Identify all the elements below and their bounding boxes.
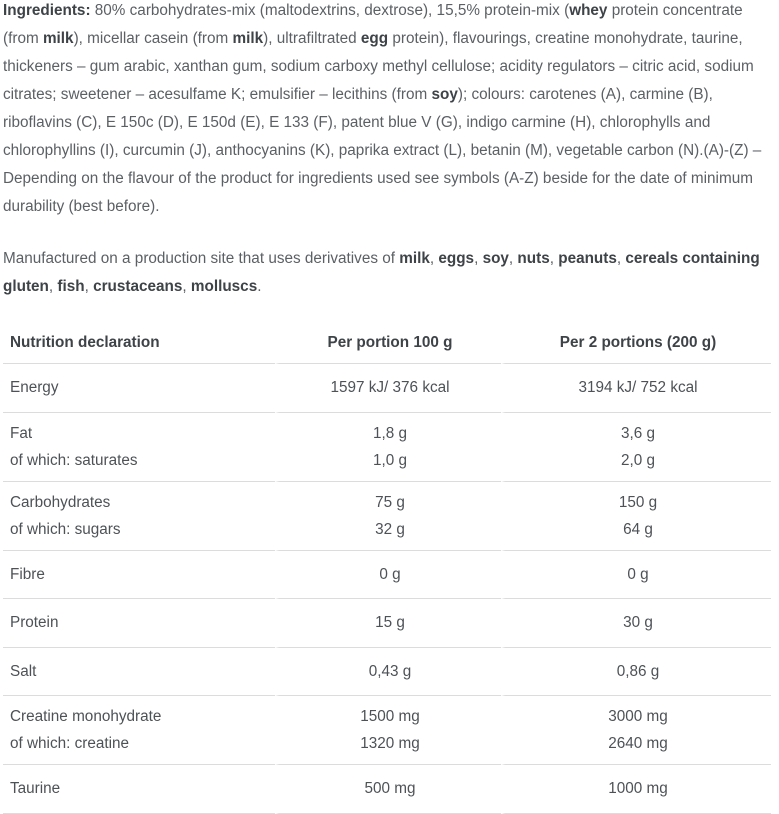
nutrient-name-cell [3,765,275,814]
cell-line: 150 g [618,493,658,511]
cell-line: of which: creatine [10,735,130,752]
per-portion-cell [275,364,501,413]
text-run: , [429,250,439,267]
cell-line: 3194 kJ/ 752 kcal [578,379,698,396]
per-2-portions-cell [501,648,771,697]
text-run: , [616,250,626,267]
bold-text: crustaceans [93,278,183,295]
nutrient-name-cell [3,551,275,600]
table-row [3,364,771,413]
cell-line: 32 g [375,520,405,538]
per-2-portions-cell [501,765,771,814]
nutrition-header-row [3,323,771,364]
cell-line: 3000 mg [608,708,668,725]
text-run: , [48,278,58,295]
cell-line: of which: saturates [10,451,138,469]
cell-line: Creatine monohydrate [10,708,162,725]
bold-text: eggs [438,250,475,267]
table-row [3,696,771,765]
bold-text: Ingredients: [3,2,91,19]
cell-line: Protein [10,614,59,631]
cell-line: 0,86 g [616,662,660,680]
bold-text: cereals containing gluten [3,250,760,295]
table-row [3,413,771,482]
per-2-portions-cell [501,364,771,413]
cell-line: Taurine [10,780,61,797]
bold-text: whey [569,2,608,19]
bold-text: nuts [517,250,550,267]
text-run: , [474,250,483,267]
per-2-portions-cell [501,551,771,600]
cell-line: 1000 mg [608,780,668,797]
nutrient-name-cell [3,599,275,648]
per-portion-cell [275,648,501,697]
cell-line: 500 mg [364,780,416,797]
text-run: , [84,278,94,295]
cell-line: 2,0 g [620,451,656,469]
cell-line: 15 g [375,614,405,631]
nutrient-name-cell [3,413,275,482]
header-nutrition-declaration: Nutrition declaration [3,323,275,364]
bold-text: soy [482,250,509,267]
ingredients-paragraph [3,0,776,221]
cell-line: 0 g [627,565,649,583]
text-run: ), ultrafiltrated [263,30,361,47]
per-portion-cell [275,413,501,482]
text-run: ), micellar casein (from [73,30,233,47]
per-2-portions-cell [501,413,771,482]
table-row [3,482,771,551]
per-portion-cell [275,765,501,814]
table-row [3,551,771,600]
bold-text: milk [232,30,264,47]
cell-line: Energy [10,379,59,396]
cell-line: Fibre [10,565,45,583]
cell-line: 1320 mg [360,735,420,752]
nutrition-table [3,323,771,814]
text-run: , [182,278,191,295]
text-run: protein concentrate (from [3,2,743,47]
bold-text: milk [399,250,430,267]
text-run: protein), flavourings, creatine monohydrate, taurine, thickeners – gum arabic, xanthan gum, sodium carboxy methyl cellulose; acidity regulators – citric acid, sodium citrates; sweetener – acesulfame K; emulsifier – lecithins (from [3,30,754,103]
table-row [3,648,771,697]
per-portion-cell [275,551,501,600]
cell-line: 0 g [379,565,401,583]
per-portion-cell [275,599,501,648]
cell-line: 1,0 g [372,451,408,469]
cell-line: Fat [10,424,33,442]
text-run: , [549,250,559,267]
per-portion-cell [275,696,501,765]
cell-line: Salt [10,662,37,680]
per-2-portions-cell [501,696,771,765]
cell-line: 75 g [375,493,405,511]
nutrition-body [3,364,771,814]
cell-line: 30 g [623,614,653,631]
nutrient-name-cell [3,648,275,697]
bold-text: milk [42,30,74,47]
text-run: Manufactured on a production site that uses derivatives of [3,250,400,267]
header-per-portion: Per portion 100 g [275,323,501,364]
per-portion-cell [275,482,501,551]
text-run: ); colours: carotenes (A), carmine (B), riboflavins (C), E 150c (D), E 150d (E), E 133 (F), patent blue V (G), indigo carmine (H), chlorophylls and chlorophyllins (I), curcumin (J), anthocyanins (K), paprika extract (L), betanin (M), vegetable carbon (N).(A)-(Z) – Depending on the flavour of the product for ingredients used see symbols (A-Z) beside for the date of minimum durability (best before). [3,86,762,215]
table-row [3,599,771,648]
nutrient-name-cell [3,364,275,413]
cell-line: of which: sugars [10,520,121,538]
bold-text: molluscs [190,278,258,295]
per-2-portions-cell [501,482,771,551]
bold-text: fish [57,278,85,295]
text-run: 80% carbohydrates-mix (maltodextrins, dextrose), 15,5% protein-mix ( [90,2,570,19]
per-2-portions-cell [501,599,771,648]
bold-text: soy [431,86,458,103]
nutrient-name-cell [3,482,275,551]
cell-line: 0,43 g [368,662,412,680]
cell-line: 64 g [623,520,653,538]
text-run: . [257,278,262,295]
cell-line: 1,8 g [372,424,408,442]
bold-text: egg [360,30,389,47]
cell-line: Carbohydrates [10,493,111,511]
cell-line: 2640 mg [608,735,668,752]
nutrient-name-cell [3,696,275,765]
table-row [3,765,771,814]
header-per-2-portions: Per 2 portions (200 g) [501,323,771,364]
cell-line: 1597 kJ/ 376 kcal [330,379,450,396]
cell-line: 3,6 g [620,424,656,442]
text-run: , [508,250,518,267]
cell-line: 1500 mg [360,708,420,725]
allergen-paragraph [3,245,776,301]
bold-text: peanuts [558,250,617,267]
